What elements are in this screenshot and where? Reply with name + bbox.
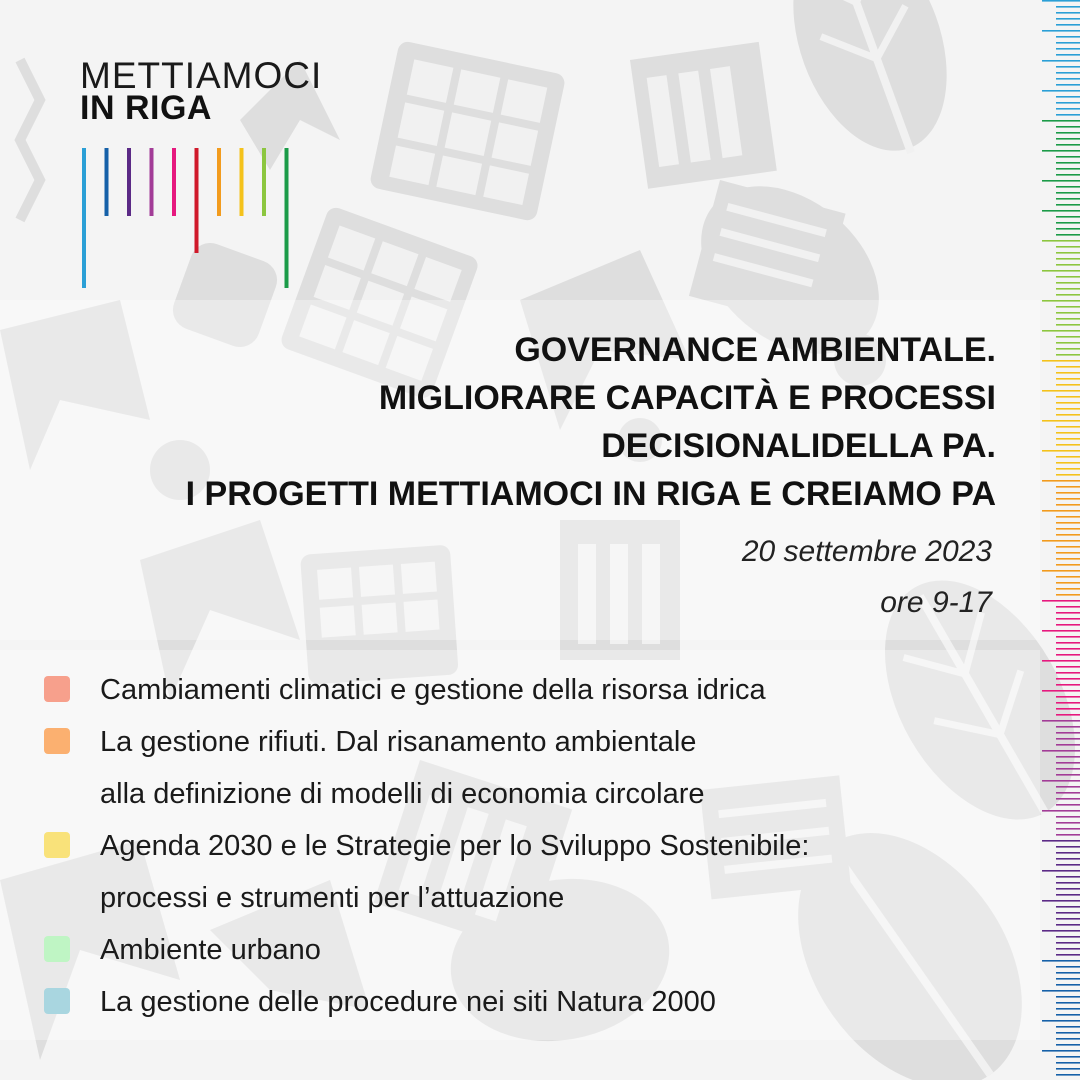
edge-stripe bbox=[1056, 636, 1080, 638]
edge-stripe bbox=[1056, 1002, 1080, 1004]
topic-text: processi e strumenti per l’attuazione bbox=[100, 882, 565, 914]
edge-stripe bbox=[1056, 1074, 1080, 1076]
edge-stripe bbox=[1042, 780, 1080, 782]
edge-stripe bbox=[1056, 342, 1080, 344]
edge-stripe bbox=[1056, 378, 1080, 380]
logo-bar bbox=[195, 148, 199, 253]
edge-stripe bbox=[1056, 804, 1080, 806]
edge-stripe bbox=[1056, 84, 1080, 86]
edge-stripe bbox=[1056, 702, 1080, 704]
edge-stripe bbox=[1056, 282, 1080, 284]
edge-stripe bbox=[1056, 306, 1080, 308]
edge-stripe bbox=[1042, 90, 1080, 92]
edge-stripe bbox=[1056, 498, 1080, 500]
edge-stripe bbox=[1056, 432, 1080, 434]
edge-stripe bbox=[1056, 1038, 1080, 1040]
edge-stripe bbox=[1056, 366, 1080, 368]
logo-bar bbox=[262, 148, 266, 216]
color-edge-stripes bbox=[1034, 0, 1080, 1080]
edge-stripe bbox=[1056, 834, 1080, 836]
edge-stripe bbox=[1056, 354, 1080, 356]
edge-stripe bbox=[1042, 60, 1080, 62]
edge-stripe bbox=[1042, 600, 1080, 602]
logo-bar bbox=[127, 148, 131, 216]
topic-bullet bbox=[44, 988, 70, 1014]
edge-stripe bbox=[1042, 660, 1080, 662]
edge-stripe bbox=[1056, 474, 1080, 476]
edge-stripe bbox=[1056, 612, 1080, 614]
edge-stripe bbox=[1056, 168, 1080, 170]
edge-stripe bbox=[1056, 462, 1080, 464]
edge-stripe bbox=[1056, 828, 1080, 830]
edge-stripe bbox=[1056, 42, 1080, 44]
edge-stripe bbox=[1056, 144, 1080, 146]
edge-stripe bbox=[1056, 564, 1080, 566]
edge-stripe bbox=[1042, 150, 1080, 152]
edge-stripe bbox=[1056, 846, 1080, 848]
edge-stripe bbox=[1056, 318, 1080, 320]
edge-stripe bbox=[1056, 36, 1080, 38]
edge-stripe bbox=[1056, 864, 1080, 866]
title-line: MIGLIORARE CAPACITÀ E PROCESSI bbox=[378, 379, 996, 417]
edge-stripe bbox=[1056, 204, 1080, 206]
edge-stripe bbox=[1042, 1050, 1080, 1052]
title-line: DECISIONALIDELLA PA. bbox=[601, 427, 996, 465]
edge-stripe bbox=[1042, 360, 1080, 362]
window-icon bbox=[369, 40, 566, 222]
edge-stripe bbox=[1056, 234, 1080, 236]
edge-stripe bbox=[1056, 1026, 1080, 1028]
edge-stripe bbox=[1056, 156, 1080, 158]
logo-bar bbox=[172, 148, 176, 216]
edge-stripe bbox=[1056, 12, 1080, 14]
edge-stripe bbox=[1056, 408, 1080, 410]
edge-stripe bbox=[1056, 948, 1080, 950]
edge-stripe bbox=[1056, 198, 1080, 200]
edge-stripe bbox=[1056, 894, 1080, 896]
edge-stripe bbox=[1056, 138, 1080, 140]
topic-text: Agenda 2030 e le Strategie per lo Sviluppo Sostenibile: bbox=[100, 830, 810, 862]
edge-stripe bbox=[1056, 648, 1080, 650]
edge-stripe bbox=[1056, 684, 1080, 686]
edge-stripe bbox=[1042, 960, 1080, 962]
edge-stripe bbox=[1042, 840, 1080, 842]
edge-stripe bbox=[1056, 444, 1080, 446]
topic-item bbox=[44, 924, 1004, 976]
event-title bbox=[46, 326, 996, 518]
topic-text: alla definizione di modelli di economia circolare bbox=[100, 778, 705, 810]
edge-stripe bbox=[1056, 426, 1080, 428]
edge-stripe bbox=[1042, 30, 1080, 32]
edge-stripe bbox=[1056, 348, 1080, 350]
edge-stripe bbox=[1056, 792, 1080, 794]
edge-stripe bbox=[1042, 450, 1080, 452]
edge-stripe bbox=[1056, 468, 1080, 470]
edge-stripe bbox=[1056, 1062, 1080, 1064]
edge-stripe bbox=[1056, 618, 1080, 620]
edge-stripe bbox=[1042, 810, 1080, 812]
edge-stripe bbox=[1056, 456, 1080, 458]
edge-stripe bbox=[1042, 180, 1080, 182]
edge-stripe bbox=[1056, 324, 1080, 326]
edge-stripe bbox=[1042, 900, 1080, 902]
edge-stripe bbox=[1056, 966, 1080, 968]
edge-stripe bbox=[1056, 54, 1080, 56]
edge-stripe bbox=[1056, 1068, 1080, 1070]
edge-stripe bbox=[1056, 852, 1080, 854]
edge-stripe bbox=[1056, 678, 1080, 680]
edge-stripe bbox=[1056, 534, 1080, 536]
edge-stripe bbox=[1056, 912, 1080, 914]
edge-stripe bbox=[1042, 690, 1080, 692]
edge-stripe bbox=[1042, 870, 1080, 872]
edge-stripe bbox=[1056, 48, 1080, 50]
edge-stripe bbox=[1042, 300, 1080, 302]
topic-text: Ambiente urbano bbox=[100, 934, 321, 966]
edge-stripe bbox=[1056, 222, 1080, 224]
edge-stripe bbox=[1056, 1014, 1080, 1016]
topic-text: La gestione rifiuti. Dal risanamento ambientale bbox=[100, 726, 697, 758]
edge-stripe bbox=[1042, 720, 1080, 722]
topic-text: Cambiamenti climatici e gestione della risorsa idrica bbox=[100, 674, 766, 706]
edge-stripe bbox=[1056, 918, 1080, 920]
edge-stripe bbox=[1056, 672, 1080, 674]
edge-stripe bbox=[1056, 504, 1080, 506]
edge-stripe bbox=[1056, 642, 1080, 644]
edge-stripe bbox=[1042, 240, 1080, 242]
edge-stripe bbox=[1056, 996, 1080, 998]
edge-stripe bbox=[1056, 174, 1080, 176]
logo-bar bbox=[105, 148, 109, 216]
edge-stripe bbox=[1056, 312, 1080, 314]
edge-stripe bbox=[1056, 786, 1080, 788]
edge-stripe bbox=[1056, 258, 1080, 260]
edge-stripe bbox=[1056, 984, 1080, 986]
edge-stripe bbox=[1056, 858, 1080, 860]
event-time: ore 9-17 bbox=[880, 586, 992, 619]
edge-stripe bbox=[1056, 252, 1080, 254]
edge-stripe bbox=[1056, 336, 1080, 338]
edge-stripe bbox=[1056, 288, 1080, 290]
topic-bullet bbox=[44, 832, 70, 858]
topic-text: La gestione delle procedure nei siti Natura 2000 bbox=[100, 986, 716, 1018]
topic-item bbox=[44, 976, 1004, 1028]
edge-stripe bbox=[1056, 96, 1080, 98]
logo-bar bbox=[150, 148, 154, 216]
edge-stripe bbox=[1056, 216, 1080, 218]
edge-stripe bbox=[1056, 588, 1080, 590]
edge-stripe bbox=[1056, 816, 1080, 818]
edge-stripe bbox=[1056, 606, 1080, 608]
edge-stripe bbox=[1056, 1056, 1080, 1058]
edge-stripe bbox=[1056, 666, 1080, 668]
edge-stripe bbox=[1056, 528, 1080, 530]
edge-stripe bbox=[1056, 732, 1080, 734]
edge-stripe bbox=[1042, 210, 1080, 212]
edge-stripe bbox=[1056, 72, 1080, 74]
edge-stripe bbox=[1056, 486, 1080, 488]
edge-stripe bbox=[1056, 192, 1080, 194]
edge-stripe bbox=[1056, 1044, 1080, 1046]
edge-stripe bbox=[1056, 102, 1080, 104]
logo-bar bbox=[217, 148, 221, 216]
edge-stripe bbox=[1056, 372, 1080, 374]
edge-stripe bbox=[1056, 924, 1080, 926]
topic-bullet bbox=[44, 728, 70, 754]
edge-stripe bbox=[1056, 414, 1080, 416]
edge-stripe bbox=[1056, 762, 1080, 764]
edge-stripe bbox=[1056, 246, 1080, 248]
topic-item bbox=[44, 664, 1004, 716]
title-line: I PROGETTI METTIAMOCI IN RIGA E CREIAMO PA bbox=[185, 475, 996, 513]
edge-stripe bbox=[1056, 558, 1080, 560]
edge-stripe bbox=[1056, 882, 1080, 884]
edge-stripe bbox=[1056, 876, 1080, 878]
edge-stripe bbox=[1042, 390, 1080, 392]
edge-stripe bbox=[1042, 420, 1080, 422]
edge-stripe bbox=[1056, 552, 1080, 554]
edge-stripe bbox=[1056, 942, 1080, 944]
edge-stripe bbox=[1042, 330, 1080, 332]
edge-stripe bbox=[1056, 696, 1080, 698]
edge-stripe bbox=[1042, 750, 1080, 752]
edge-stripe bbox=[1056, 768, 1080, 770]
logo-text-bottom: IN RIGA bbox=[80, 89, 212, 127]
building-icon bbox=[630, 42, 777, 189]
edge-stripe bbox=[1056, 744, 1080, 746]
edge-stripe bbox=[1056, 582, 1080, 584]
topic-item bbox=[44, 716, 1004, 820]
edge-stripe bbox=[1056, 714, 1080, 716]
edge-stripe bbox=[1056, 108, 1080, 110]
edge-stripe bbox=[1056, 1008, 1080, 1010]
edge-stripe bbox=[1056, 978, 1080, 980]
edge-stripe bbox=[1056, 624, 1080, 626]
logo-bar bbox=[240, 148, 244, 216]
title-line: GOVERNANCE AMBIENTALE. bbox=[514, 331, 996, 369]
edge-stripe bbox=[1056, 6, 1080, 8]
edge-stripe bbox=[1042, 540, 1080, 542]
edge-stripe bbox=[1056, 396, 1080, 398]
edge-stripe bbox=[1056, 1032, 1080, 1034]
edge-stripe bbox=[1056, 24, 1080, 26]
edge-stripe bbox=[1056, 654, 1080, 656]
edge-stripe bbox=[1056, 516, 1080, 518]
edge-stripe bbox=[1056, 708, 1080, 710]
edge-stripe bbox=[1042, 570, 1080, 572]
edge-stripe bbox=[1056, 936, 1080, 938]
edge-stripe bbox=[1056, 576, 1080, 578]
edge-stripe bbox=[1056, 822, 1080, 824]
logo-bar bbox=[82, 148, 86, 288]
edge-stripe bbox=[1056, 294, 1080, 296]
edge-stripe bbox=[1042, 270, 1080, 272]
zigzag-shape bbox=[20, 60, 40, 220]
logo-text-top: METTIAMOCI bbox=[80, 55, 323, 96]
edge-stripe bbox=[1056, 384, 1080, 386]
edge-stripe bbox=[1056, 126, 1080, 128]
edge-stripe bbox=[1056, 114, 1080, 116]
edge-stripe bbox=[1056, 276, 1080, 278]
edge-stripe bbox=[1056, 18, 1080, 20]
edge-stripe bbox=[1042, 1020, 1080, 1022]
edge-stripe bbox=[1056, 726, 1080, 728]
edge-stripe bbox=[1042, 510, 1080, 512]
edge-stripe bbox=[1056, 402, 1080, 404]
edge-stripe bbox=[1056, 738, 1080, 740]
edge-stripe bbox=[1056, 132, 1080, 134]
edge-stripe bbox=[1042, 630, 1080, 632]
edge-stripe bbox=[1056, 186, 1080, 188]
edge-stripe bbox=[1056, 546, 1080, 548]
edge-stripe bbox=[1042, 480, 1080, 482]
edge-stripe bbox=[1056, 888, 1080, 890]
topic-bullet bbox=[44, 676, 70, 702]
edge-stripe bbox=[1056, 492, 1080, 494]
event-date: 20 settembre 2023 bbox=[741, 535, 992, 568]
edge-stripe bbox=[1056, 906, 1080, 908]
edge-stripe bbox=[1056, 774, 1080, 776]
edge-stripe bbox=[1042, 990, 1080, 992]
edge-stripe bbox=[1042, 930, 1080, 932]
edge-stripe bbox=[1056, 66, 1080, 68]
edge-stripe bbox=[1056, 264, 1080, 266]
edge-stripe bbox=[1042, 120, 1080, 122]
edge-stripe bbox=[1056, 438, 1080, 440]
topic-bullet bbox=[44, 936, 70, 962]
logo-bar bbox=[285, 148, 289, 288]
edge-stripe bbox=[1056, 798, 1080, 800]
edge-stripe bbox=[1056, 522, 1080, 524]
edge-stripe bbox=[1042, 0, 1080, 2]
logo-color-bars bbox=[80, 148, 320, 293]
edge-stripe bbox=[1056, 954, 1080, 956]
topic-list bbox=[44, 664, 1004, 1028]
edge-stripe bbox=[1056, 78, 1080, 80]
edge-stripe bbox=[1056, 594, 1080, 596]
topic-item bbox=[44, 820, 1004, 924]
edge-stripe bbox=[1056, 972, 1080, 974]
edge-stripe bbox=[1056, 228, 1080, 230]
leaf-icon bbox=[765, 0, 977, 177]
edge-stripe bbox=[1056, 162, 1080, 164]
edge-stripe bbox=[1056, 756, 1080, 758]
